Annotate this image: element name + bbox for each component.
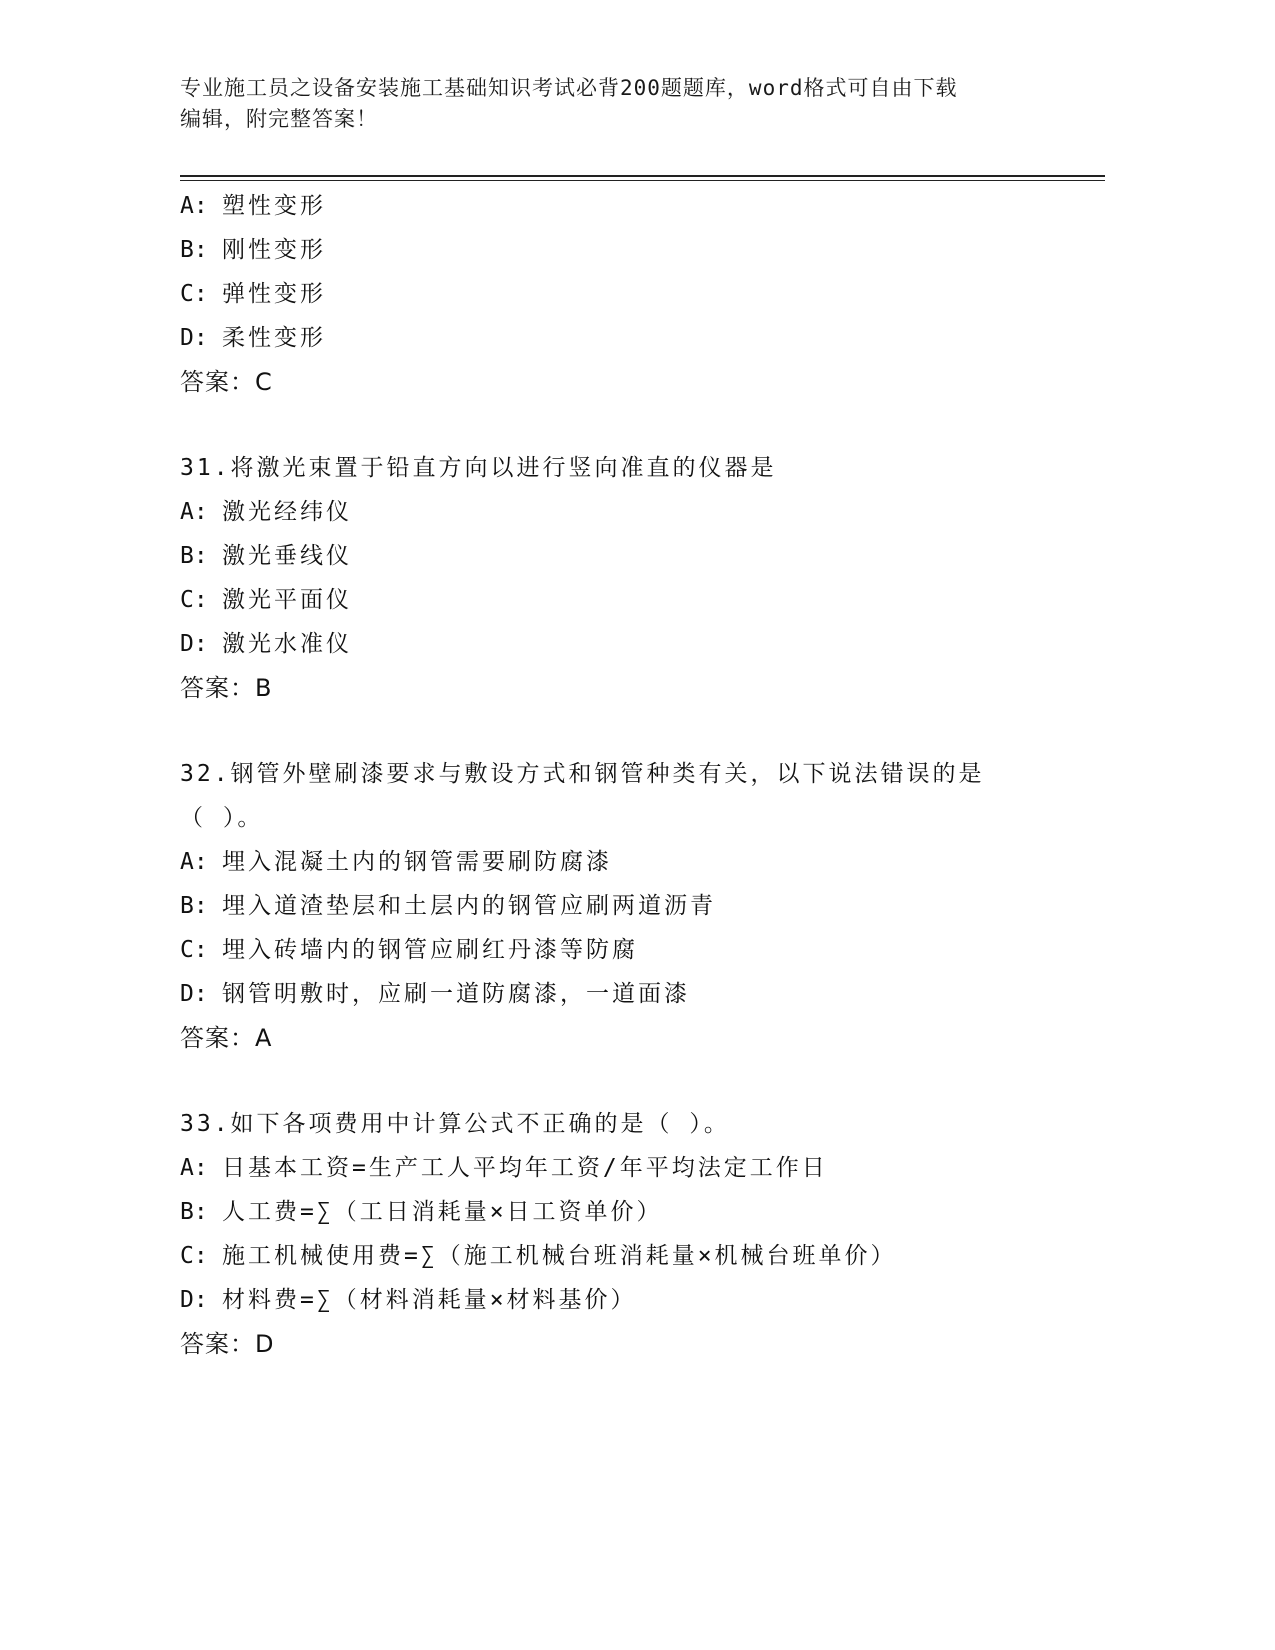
question-stem: 32.钢管外壁刷漆要求与敷设方式和钢管种类有关，以下说法错误的是 (180, 761, 985, 787)
answer-line: 答案：D (180, 1330, 275, 1358)
option-d: D: 材料费=∑（材料消耗量×材料基价） (180, 1287, 637, 1313)
option-c: C: 激光平面仪 (180, 587, 352, 613)
option-d: D: 激光水准仪 (180, 631, 352, 657)
spacer (180, 1060, 1080, 1102)
header-line-1: 专业施工员之设备安装施工基础知识考试必背200题题库，word格式可自由下载 (180, 76, 958, 100)
option-c: C: 施工机械使用费=∑（施工机械台班消耗量×机械台班单价） (180, 1243, 897, 1269)
option-a: A: 激光经纬仪 (180, 499, 352, 525)
option-d: D: 柔性变形 (180, 325, 326, 351)
option-a: A: 日基本工资=生产工人平均年工资/年平均法定工作日 (180, 1155, 828, 1181)
question-stem: 33.如下各项费用中计算公式不正确的是（ ）。 (180, 1111, 730, 1137)
option-b: B: 激光垂线仪 (180, 543, 352, 569)
option-a: A: 塑性变形 (180, 193, 326, 219)
answer-line: 答案：A (180, 1024, 273, 1052)
question-block-31 (180, 446, 1080, 710)
header-divider-thin (180, 180, 1105, 181)
question-list (180, 184, 1080, 1366)
question-block-30 (180, 184, 1080, 404)
question-stem-continued: （ ）。 (180, 805, 264, 831)
header-line-2: 编辑，附完整答案！ (180, 107, 378, 131)
question-block-32 (180, 752, 1080, 1060)
option-b: B: 刚性变形 (180, 237, 326, 263)
option-c: C: 弹性变形 (180, 281, 326, 307)
header-divider-thick (180, 175, 1105, 177)
answer-line: 答案：B (180, 674, 273, 702)
option-d: D: 钢管明敷时，应刷一道防腐漆，一道面漆 (180, 981, 690, 1007)
option-b: B: 人工费=∑（工日消耗量×日工资单价） (180, 1199, 663, 1225)
option-a: A: 埋入混凝土内的钢管需要刷防腐漆 (180, 849, 612, 875)
answer-line: 答案：C (180, 368, 273, 396)
option-c: C: 埋入砖墙内的钢管应刷红丹漆等防腐 (180, 937, 638, 963)
document-header (180, 73, 1040, 135)
option-b: B: 埋入道渣垫层和土层内的钢管应刷两道沥青 (180, 893, 716, 919)
question-block-33 (180, 1102, 1080, 1366)
spacer (180, 710, 1080, 752)
spacer (180, 404, 1080, 446)
question-stem: 31.将激光束置于铅直方向以进行竖向准直的仪器是 (180, 455, 777, 481)
